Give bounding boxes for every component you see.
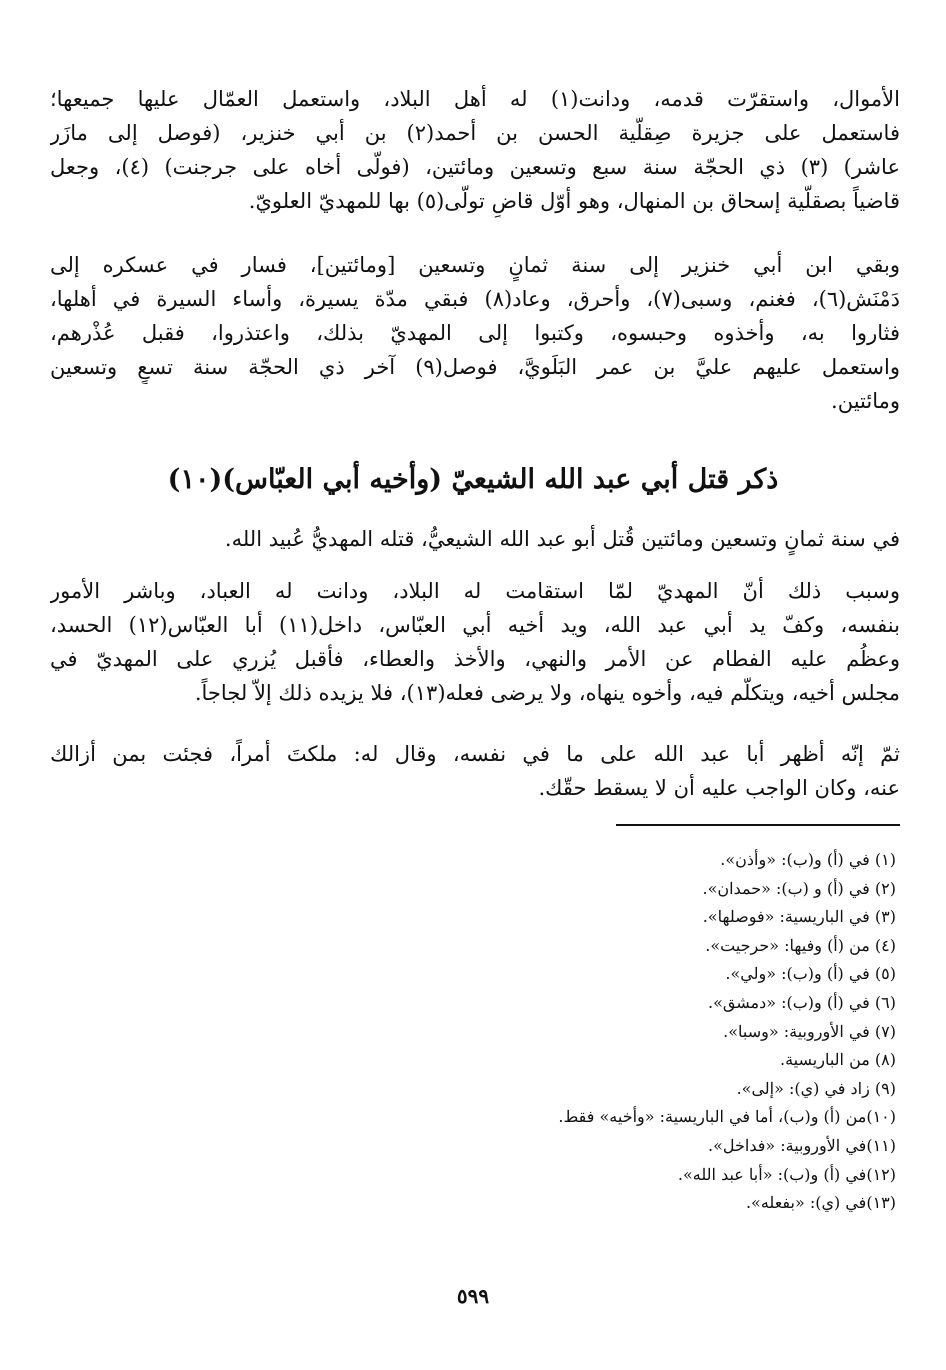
footnote: (٩) زاد في (ي): «إلى». <box>736 1078 896 1098</box>
paragraph-1 <box>50 82 900 218</box>
footnotes <box>396 846 896 1218</box>
page-number: ٥٩٩ <box>456 1284 490 1308</box>
footnote: (١١)في الأوروبية: «فداخل». <box>708 1135 896 1155</box>
text-line: فاستعمل على جزيرة صِقلّية الحسن بن أحمد(٢) بن أبي خنزير، (فوصل إلى مازَر <box>50 121 900 145</box>
text-line: فثاروا به، وأخذوه وحبسوه، وكتبوا إلى المهديّ بذلك، واعتذروا، فقبل عُذْرهم، <box>50 321 900 345</box>
footnote: (٥) في (أ) و(ب): «ولي». <box>725 964 896 984</box>
footnote: (٨) من الباريسية. <box>780 1050 896 1070</box>
text-line: وبقي ابن أبي خنزير إلى سنة ثمانٍ وتسعين [ومائتين]، فسار في عسكره إلى <box>50 253 900 277</box>
footnote-separator <box>616 824 900 826</box>
footnote: (٤) من (أ) وفيها: «حرجيت». <box>705 935 896 955</box>
paragraph-5 <box>50 737 900 805</box>
footnote: (٧) في الأوروبية: «وسبا». <box>723 1021 896 1041</box>
text-line: الأموال، واستقرّت قدمه، ودانت(١) له أهل البلاد، واستعمل العمّال عليها جميعها؛ <box>50 87 900 111</box>
text-line: ثمّ إنّه أظهر أبا عبد الله على ما في نفسه، وقال له: ملكتَ أمراً، فجئت بمن أزالك <box>50 742 900 766</box>
footnote: (١٠)من (أ) و(ب)، أما في الباريسية: «وأخيه» فقط. <box>558 1107 896 1127</box>
text-line: دَمْنَش(٦)، فغنم، وسبى(٧)، وأحرق، وعاد(٨) فبقي مدّة يسيرة، وأساء السيرة في أهلها، <box>50 287 900 311</box>
text-line: مجلس أخيه، ويتكلّم فيه، وأخوه ينهاه، ولا يرضى فعله(١٣)، فلا يزيده ذلك إلاّ لجاجاً. <box>194 681 900 705</box>
text-line: بنفسه، وكفّ يد أبي عبد الله، ويد أخيه أبي العبّاس، داخل(١١) أبا العبّاس(١٢) الحسد، <box>50 613 900 637</box>
section-heading: ذكر قتل أبي عبد الله الشيعيّ (وأخيه أبي العبّاس)(١٠) <box>167 464 779 495</box>
paragraph-3 <box>50 522 900 556</box>
paragraph-4 <box>50 574 900 710</box>
text-line: عاشر) (٣) ذي الحجّة سنة سبع وتسعين ومائتين، (فولّى أخاه على جرجنت) (٤)، وجعل <box>50 155 900 179</box>
text-line: في سنة ثمانٍ وتسعين ومائتين قُتل أبو عبد الله الشيعيُّ، قتله المهديُّ عُبيد الله. <box>224 527 900 551</box>
footnote: (٣) في الباريسية: «فوصلها». <box>702 907 896 927</box>
paragraph-2 <box>50 248 900 418</box>
footnote: (٢) في (أ) و (ب): «حمدان». <box>702 878 896 898</box>
footnote: (١) في (أ) و(ب): «وأذن». <box>720 850 896 869</box>
footnote: (١٢)في (أ) و(ب): «أبا عبد الله». <box>677 1164 896 1184</box>
text-line: وعظُم عليه الفطام عن الأمر والنهي، والأخذ والعطاء، فأقبل يُزري على المهديّ في <box>50 647 900 671</box>
footnote: (٦) في (أ) و(ب): «دمشق». <box>708 992 896 1012</box>
text-line: عنه، وكان الواجب عليه أن لا يسقط حقّك. <box>538 776 900 800</box>
text-line: وسبب ذلك أنّ المهديّ لمّا استقامت له البلاد، ودانت له العباد، وباشر الأمور <box>50 579 900 603</box>
text-line: قاضياً بصقلّية إسحاق بن المنهال، وهو أوّل قاضٍ تولّى(٥) بها للمهديّ العلويّ. <box>248 189 900 213</box>
text-line: ومائتين. <box>831 389 900 413</box>
text-line: واستعمل عليهم عليَّ بن عمر البَلَويَّ، فوصل(٩) آخر ذي الحجّة سنة تسعٍ وتسعين <box>50 355 900 379</box>
footnote: (١٣)في (ي): «بفعله». <box>745 1193 896 1213</box>
